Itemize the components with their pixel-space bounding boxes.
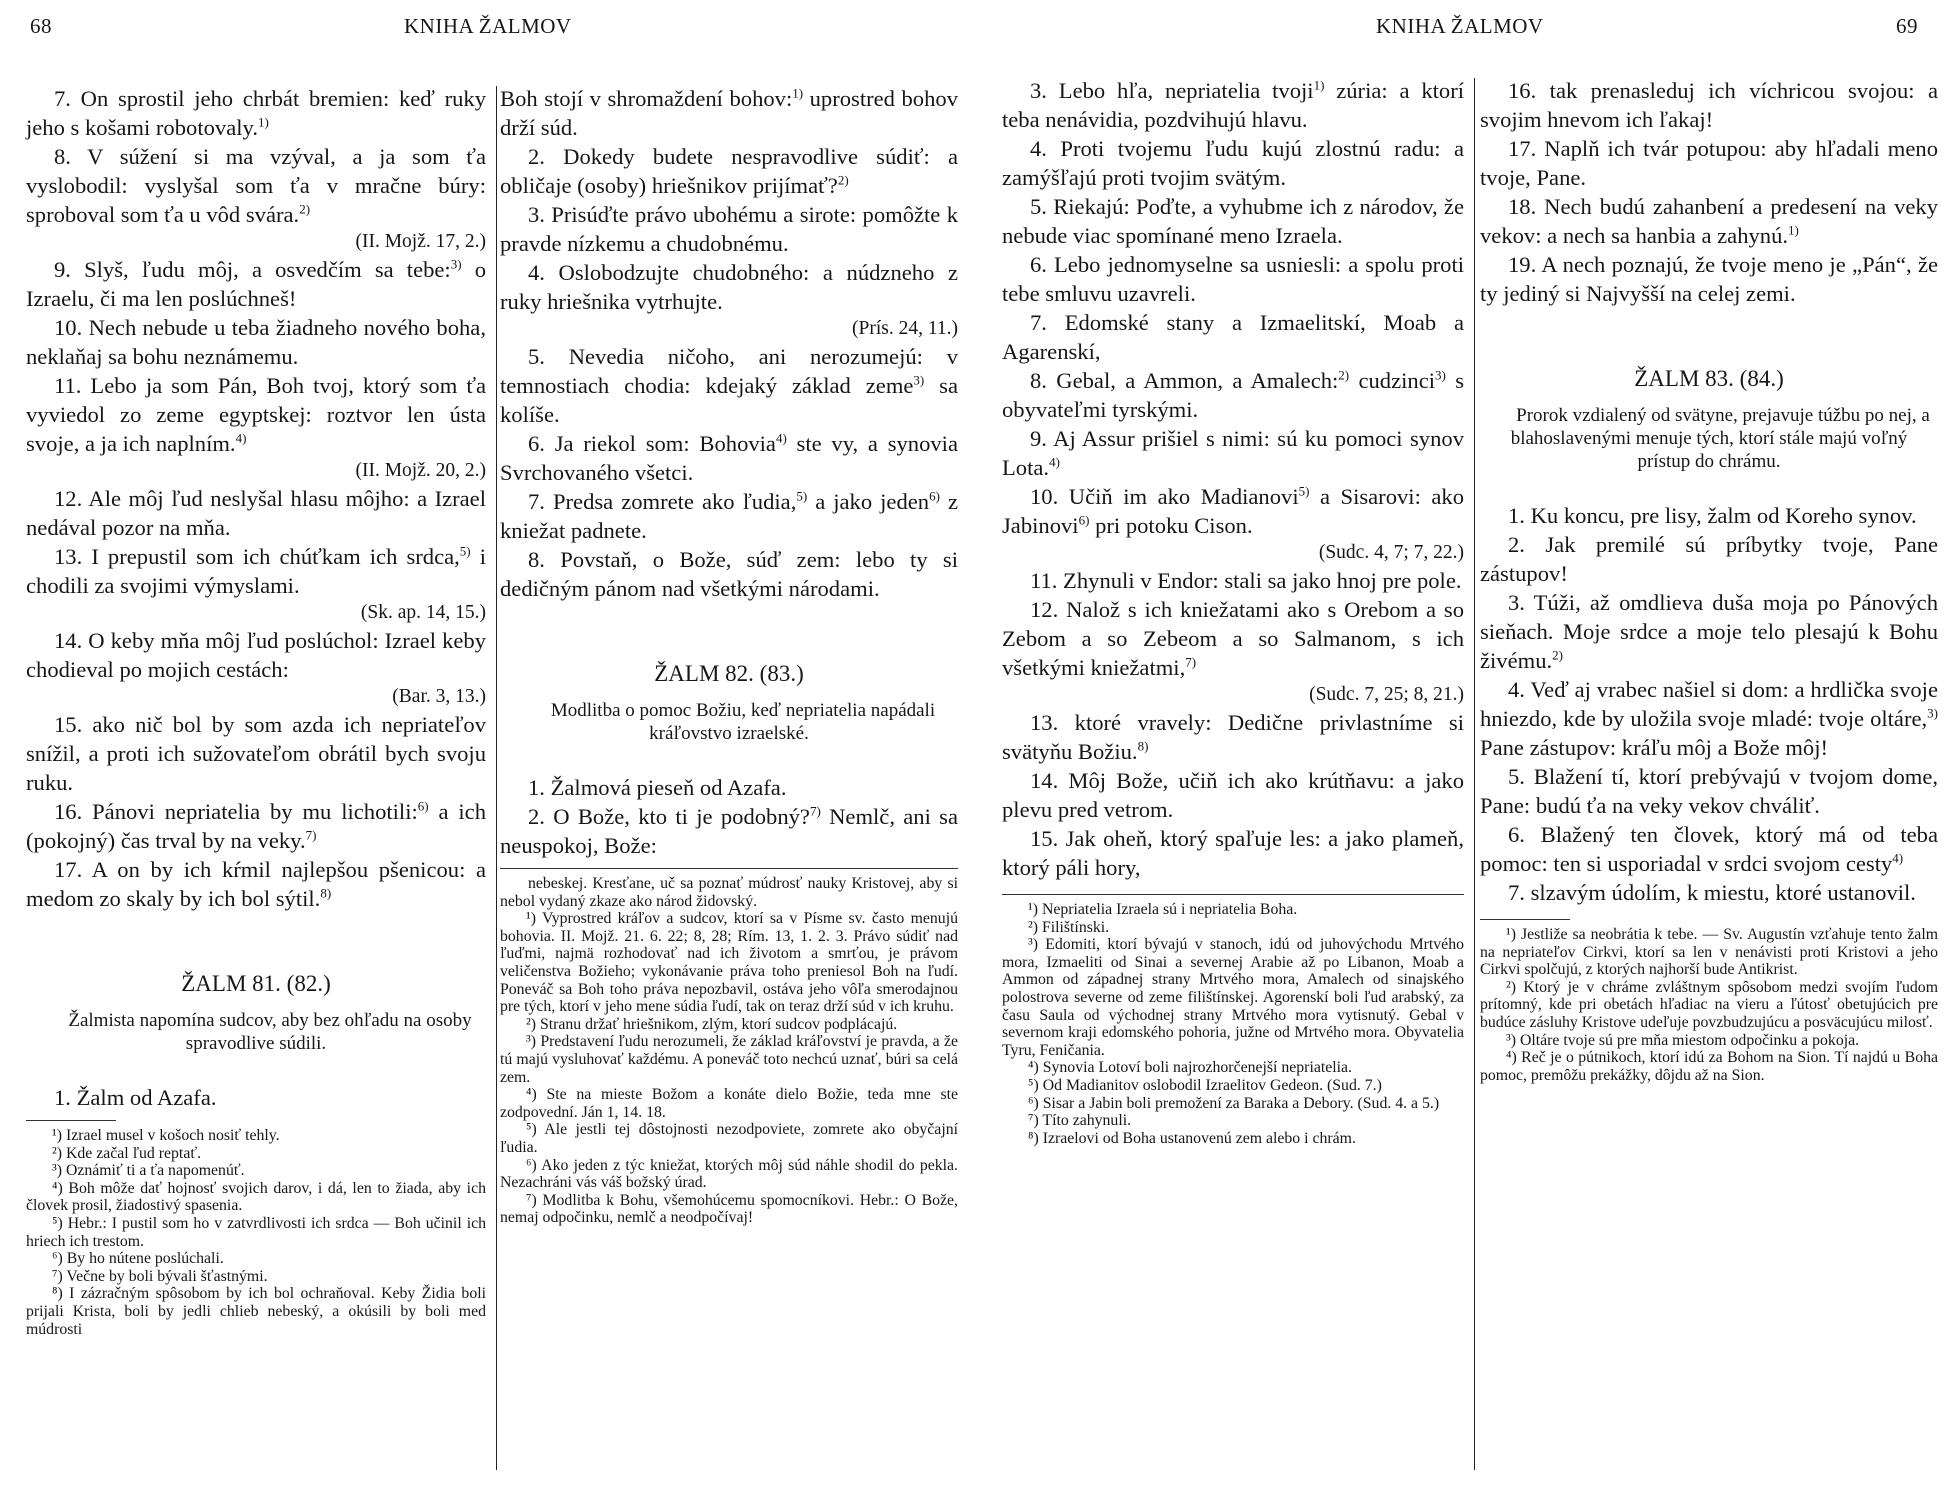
footnote: ³) Oltáre tvoje sú pre mňa miestom odpočinku a pokoja. bbox=[1506, 1031, 1860, 1049]
verse: 17. Naplň ich tvár potupou: aby hľadali meno tvoje, Pane. bbox=[1480, 136, 1938, 190]
verse: 6. Ja riekol som: Bohovia$^{4)}$ ste vy, a synovia Svrchovaného všetci. bbox=[500, 430, 958, 485]
psalm-title: ŽALM 82. (83.) bbox=[654, 661, 804, 686]
verse: 3. Prisúďte právo ubohému a sirote: pomôžte k pravde nízkemu a chudobnému. bbox=[500, 202, 958, 256]
footnote: ¹) Jestliže sa neobrátia k tebe. — Sv. Augustín vzťahuje tento žalm na nepriateľov Cirkvi, ktorí sa len v nenávisti proti Kristovi a jeho Cirkvi spolčujú, z ktorých najhorší bude Antikrist. bbox=[1480, 926, 1938, 979]
verse: 9. Slyš, ľudu môj, a osvedčím sa tebe:$^{3)}$ o Izraelu, či ma len poslúchneš! bbox=[26, 256, 486, 311]
left-page-column-1 bbox=[26, 84, 486, 1338]
verse: 12. Ale môj ľud neslyšal hlasu môjho: a Izrael nedával pozor na mňa. bbox=[26, 486, 486, 540]
column-divider-right bbox=[1474, 78, 1475, 1470]
footnote-separator bbox=[500, 868, 958, 869]
footnote: ⁸) Izraelovi od Boha ustanovenú zem alebo i chrám. bbox=[1028, 1129, 1356, 1147]
page-number-left: 68 bbox=[30, 14, 52, 38]
verse: 9. Aj Assur prišiel s nimi: sú ku pomoci synov Lota.$^{4)}$ bbox=[1002, 426, 1464, 480]
footnote: ⁶) By ho nútene poslúchali. bbox=[52, 1250, 224, 1268]
footnotes bbox=[1480, 926, 1938, 1084]
verse: 12. Nalož s ich kniežatami ako s Orebom a so Zebom a so Zebeom a so Salmanom, s ich všetkými kniežatmi,$^{7)}$ bbox=[1002, 597, 1464, 680]
footnote: ¹) Nepriatelia Izraela sú i nepriatelia Boha. bbox=[1028, 901, 1298, 918]
verse: 6. Lebo jednomyselne sa usniesli: a spolu proti tebe smluvu uzavreli. bbox=[1002, 252, 1464, 306]
verse: 13. ktoré vravely: Dedične privlastníme si svätyňu Božiu.$^{8)}$ bbox=[1002, 710, 1464, 764]
verse: 11. Lebo ja som Pán, Boh tvoj, ktorý som ťa vyviedol zo zeme egyptskej: roztvor len ústa svoje, a ja ich naplním.$^{4)}$ bbox=[26, 373, 486, 456]
footnote: ¹) Vyprostred kráľov a sudcov, ktorí sa v Písme sv. často menujú bohovia. II. Mojž. 21. 6. 22; 8, 28; Rím. 13, 1. 2. 3. Právo súdiť nad ľuďmi, najmä rozhodovať nad ich životom a smrťou, je právom veličenstva Božieho; vykonávanie práva toho preniesol Boh na ľudí. Poneváč sa Boh toho práva nepozbavil, ostáva jeho vôľa smerodajnou pre tých, ktorí v jeho mene súdia ľudí, tak on teraz drží súd v ich kruhu. bbox=[500, 910, 958, 1016]
footnote: ⁷) Večne by boli bývali šťastnými. bbox=[52, 1267, 268, 1285]
footnote-separator bbox=[1002, 894, 1464, 895]
verse: 5. Nevedia ničoho, ani nerozumejú: v temnostiach chodia: kdejaký základ zeme$^{3)}$ sa kolíše. bbox=[500, 344, 958, 427]
footnote: ⁴) Synovia Lotoví boli najrozhorčenejší nepriatelia. bbox=[1028, 1059, 1352, 1077]
running-header-right: KNIHA ŽALMOV bbox=[1376, 14, 1544, 38]
footnote: ²) Stranu držať hriešnikom, zlým, ktorí sudcov podplácajú. bbox=[526, 1015, 898, 1033]
footnotes bbox=[500, 875, 958, 1227]
verse: 11. Zhynuli v Endor: stali sa jako hnoj pre pole. bbox=[1030, 568, 1462, 593]
verse: 18. Nech budú zahanbení a predesení na veky vekov: a nech sa hanbia a zahynú.$^{1)}$ bbox=[1480, 194, 1938, 248]
verse: 1. Žalmová pieseň od Azafa. bbox=[528, 775, 787, 800]
cross-reference: (Prís. 24, 11.) bbox=[852, 318, 958, 339]
verse: 8. V súžení si ma vzýval, a ja som ťa vyslobodil: vyslyšal som ťa v mračne búry: sproboval som ťa u vôd svára.$^{2)}$ bbox=[26, 144, 486, 227]
verse: 7. slzavým údolím, k miestu, ktoré ustanovil. bbox=[1508, 880, 1916, 905]
footnote: ²) Ktorý je v chráme zvláštnym spôsobom medzi svojím ľudom prítomný, kde pri obetách hľadiac na vieru a ľútosť obetujúcich pre budúce zásluhy Kristove udeľuje povzbudzujúcu a posväcujúcu milosť. bbox=[1480, 978, 1938, 1031]
footnote: ²) Kde začal ľud reptať. bbox=[52, 1144, 202, 1162]
verse: 14. Môj Bože, učiň ich ako krútňavu: a jako plevu pred vetrom. bbox=[1002, 768, 1464, 822]
footnote: ⁴) Ste na mieste Božom a konáte dielo Božie, teda mne ste zodpovední. Ján 1, 14. 18. bbox=[500, 1086, 958, 1121]
verse: 16. Pánovi nepriatelia by mu lichotili:$^{6)}$ a ich (pokojný) čas trval by na veky.$^{7)}$ bbox=[26, 798, 486, 853]
footnote-separator bbox=[26, 1120, 116, 1121]
footnote: ⁵) Ale jestli tej dôstojnosti nezodpoviete, zomrete ako obyčajní ľudia. bbox=[500, 1121, 958, 1156]
verse: 4. Oslobodzujte chudobného: a núdzneho z ruky hriešnika vytrhujte. bbox=[500, 260, 958, 314]
footnote: ⁵) Hebr.: I pustil som ho v zatvrdlivosti ich srdca — Boh učinil ich hriech ich trestom. bbox=[26, 1214, 486, 1250]
footnote: ³) Oznámiť ti a ťa napomenúť. bbox=[52, 1162, 245, 1180]
running-header-left: KNIHA ŽALMOV bbox=[404, 14, 572, 38]
verse: 7. On sprostil jeho chrbát bremien: keď ruky jeho s košami robotovaly.$^{1)}$ bbox=[26, 86, 486, 140]
verse: 16. tak prenasleduj ich víchricou svojou: a svojim hnevom ich ľakaj! bbox=[1480, 78, 1938, 132]
verse: 14. O keby mňa môj ľud poslúchol: Izrael keby chodieval po mojich cestách: bbox=[26, 628, 486, 682]
cross-reference: (II. Mojž. 20, 2.) bbox=[355, 460, 486, 481]
verse: 13. I prepustil som ich chúťkam ich srdca,$^{5)}$ i chodili za svojimi výmyslami. bbox=[26, 543, 487, 598]
footnote: ²) Filištínski. bbox=[1028, 918, 1110, 936]
footnote: ⁷) Títo zahynuli. bbox=[1028, 1112, 1132, 1130]
footnote: ³) Edomiti, ktorí bývajú v stanoch, idú od juhovýchodu Mrtvého mora, Izmaeliti od Sinai a severnej Arabie až po Libanon, Moab a Ammon od západnej strany Mrtvého mora, Amalech od sinajského polostrova severne od zeme filištínskej. Agorenskí boli ľud arabský, za času Saula od východnej strany Mrtvého mora vytisnutý. Gebal v severnom kraji edomského pohoria, južne od Mrtvého mora. Obyvatelia Tyru, Feničania. bbox=[1002, 936, 1464, 1059]
footnote-separator bbox=[1480, 919, 1570, 920]
footnote: ⁴) Reč je o pútnikoch, ktorí idú za Bohom na Sion. Tí najdú u Boha pomoc, premôžu prekážky, dôjdu až na Sion. bbox=[1480, 1049, 1938, 1084]
right-page-column-2 bbox=[1480, 76, 1938, 1084]
footnote: ⁶) Sisar a Jabin boli premožení za Baraka a Debory. (Sud. 4. a 5.) bbox=[1028, 1094, 1440, 1112]
footnote: ⁵) Od Madianitov oslobodil Izraelitov Gedeon. (Sud. 7.) bbox=[1028, 1076, 1382, 1094]
verse: 4. Proti tvojemu ľudu kujú zlostnú radu: a zamýšľajú proti tvojim svätým. bbox=[1002, 136, 1464, 190]
cross-reference: (Bar. 3, 13.) bbox=[392, 686, 486, 707]
left-page-column-2 bbox=[500, 84, 958, 1227]
psalm-title: ŽALM 83. (84.) bbox=[1634, 366, 1784, 391]
cross-reference: (II. Mojž. 17, 2.) bbox=[355, 231, 486, 252]
verse: 7. Edomské stany a Izmaelitskí, Moab a Agarenskí, bbox=[1002, 310, 1464, 364]
verse: 19. A nech poznajú, že tvoje meno je „Pán“, že ty jediný si Najvyšší na celej zemi. bbox=[1480, 252, 1938, 306]
verse: 15. Jak oheň, ktorý spaľuje les: a jako plameň, ktorý páli hory, bbox=[1002, 826, 1464, 880]
verse: 1. Ku koncu, pre lisy, žalm od Koreho synov. bbox=[1508, 503, 1917, 528]
footnotes bbox=[26, 1127, 486, 1338]
footnote: ⁴) Boh môže dať hojnosť svojich darov, i dá, len to žiada, aby ich človek prosil, žiadostivý spasenia. bbox=[26, 1179, 486, 1215]
verse: 6. Blažený ten človek, ktorý má od teba pomoc: ten si usporiadal v srdci svojom cesty$^{4)}$ bbox=[1480, 822, 1938, 876]
psalm-intro: Prorok vzdialený od svätyne, prejavuje túžbu po nej, a blahoslavenými menuje tých, ktorí stále majú voľný prístup do chrámu. bbox=[1510, 405, 1930, 472]
verse: 3. Túži, až omdlieva duša moja po Pánových sieňach. Moje srdce a moje telo plesajú k Bohu živému.$^{2)}$ bbox=[1480, 590, 1938, 673]
cross-reference: (Sk. ap. 14, 15.) bbox=[360, 602, 486, 623]
verse: 5. Riekajú: Poďte, a vyhubme ich z národov, že nebude viac spomínané meno Izraela. bbox=[1002, 194, 1464, 248]
psalm-title: ŽALM 81. (82.) bbox=[181, 971, 331, 996]
page-number-right: 69 bbox=[1896, 14, 1918, 38]
column-divider-left bbox=[496, 86, 497, 1470]
verse: 2. Dokedy budete nespravodlive súdiť: a obličaje (osoby) hriešnikov prijímať?$^{2)}$ bbox=[500, 144, 958, 198]
right-page bbox=[980, 0, 1960, 1500]
verse: 15. ako nič bol by som azda ich nepriateľov snížil, a proti ich sužovateľom obrátil bych svoju ruku. bbox=[26, 712, 486, 795]
verse: 4. Veď aj vrabec našiel si dom: a hrdlička svoje hniezdo, kde by uložila svoje mladé: tvoje oltáre,$^{3)}$ Pane zástupov: kráľu môj a Bože môj! bbox=[1480, 677, 1938, 760]
verse: 8. Gebal, a Ammon, a Amalech:$^{2)}$ cudzinci$^{3)}$ s obyvateľmi tyrskými. bbox=[1002, 367, 1464, 422]
footnote: ⁷) Modlitba k Bohu, všemohúcemu spomocníkovi. Hebr.: O Bože, nemaj odpočinku, nemlč a neodpočívaj! bbox=[500, 1191, 958, 1227]
footnotes bbox=[1002, 901, 1464, 1147]
cross-reference: (Sudc. 4, 7; 7, 22.) bbox=[1318, 542, 1464, 563]
verse: 1. Žalm od Azafa. bbox=[54, 1085, 217, 1110]
verse: 5. Blažení tí, ktorí prebývajú v tvojom dome, Pane: budú ťa na veky vekov chváliť. bbox=[1480, 764, 1938, 818]
psalm-intro: Modlitba o pomoc Božiu, keď nepriatelia napádali kráľovstvo izraelské. bbox=[550, 700, 936, 744]
psalm-intro: Žalmista napomína sudcov, aby bez ohľadu na osoby spravodlive súdili. bbox=[68, 1010, 472, 1054]
verse: 8. Povstaň, o Bože, súď zem: lebo ty si dedičným pánom nad všetkými národami. bbox=[500, 547, 958, 601]
verse: 7. Predsa zomrete ako ľudia,$^{5)}$ a jako jeden$^{6)}$ z kniežat padnete. bbox=[500, 488, 958, 543]
verse: 10. Nech nebude u teba žiadneho nového boha, neklaňaj sa bohu neznámemu. bbox=[26, 315, 486, 369]
right-page-column-1 bbox=[1002, 76, 1464, 1147]
footnote: ⁶) Ako jeden z týc kniežat, ktorých môj súd náhle shodil do pekla. Nezachráni vás váš božský úrad. bbox=[500, 1156, 958, 1192]
verse: 17. A on by ich kŕmil najlepšou pšenicou: a medom zo skaly by ich bol sýtil.$^{8)}$ bbox=[26, 857, 486, 911]
cross-reference: (Sudc. 7, 25; 8, 21.) bbox=[1309, 684, 1464, 705]
footnote: ¹) Izrael musel v košoch nosiť tehly. bbox=[52, 1127, 280, 1144]
verse: 2. O Bože, kto ti je podobný?$^{7)}$ Nemlč, ani sa neuspokoj, Bože: bbox=[500, 803, 959, 858]
verse: 10. Učiň im ako Madianovi$^{5)}$ a Sisarovi: ako Jabinovi$^{6)}$ pri potoku Cison. bbox=[1002, 483, 1464, 538]
verse: Boh stojí v shromaždení bohov:$^{1)}$ uprostred bohov drží súd. bbox=[500, 85, 958, 140]
footnote: ⁸) I zázračným spôsobom by ich bol ochraňoval. Keby Židia boli prijali Krista, boli by jedli chlieb nebeský, a okúsili by boli med múdrosti bbox=[26, 1285, 486, 1338]
verse: 2. Jak premilé sú príbytky tvoje, Pane zástupov! bbox=[1480, 532, 1938, 586]
footnote: ³) Predstavení ľudu nerozumeli, že základ kráľovství je pravda, a že tú majú vysluhovať každému. A poneváč toto nechcú uznať, búri sa celá zem. bbox=[500, 1033, 958, 1086]
verse: 3. Lebo hľa, nepriatelia tvoji$^{1)}$ zúria: a ktorí teba nenávidia, pozdvihujú hlavu. bbox=[1002, 77, 1464, 132]
footnote: nebeskej. Kresťane, uč sa poznať múdrosť nauky Kristovej, aby si nebol vydaný zkaze ako národ židovský. bbox=[500, 875, 958, 910]
